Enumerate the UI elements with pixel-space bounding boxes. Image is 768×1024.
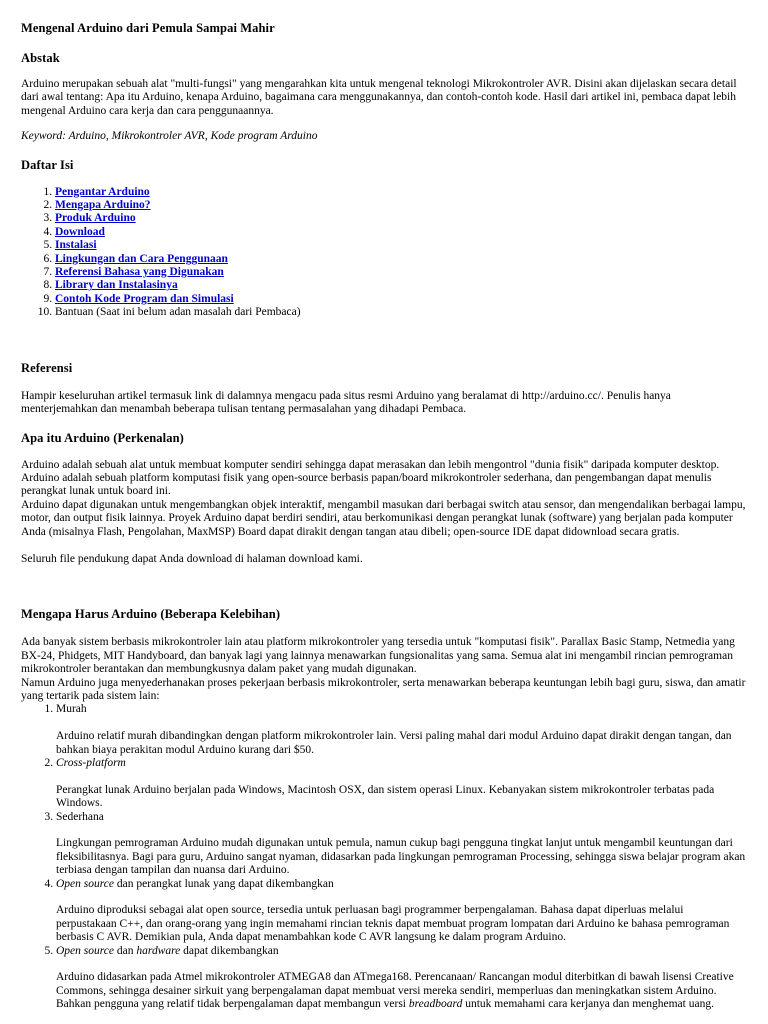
advantage-title-mid: dan xyxy=(114,944,137,957)
toc-link-pengantar[interactable]: Pengantar Arduino xyxy=(55,185,150,198)
document-title: Mengenal Arduino dari Pemula Sampai Mahir xyxy=(21,21,275,35)
advantage-title-italic: Open source xyxy=(56,944,115,957)
toc-item-bantuan: 10. Bantuan (Saat ini belum adan masalah dari Pembaca) xyxy=(55,306,746,319)
advantage-item xyxy=(56,811,746,878)
toc-link-contoh-kode[interactable]: Contoh Kode Program dan Simulasi xyxy=(55,292,234,305)
advantage-desc-italic: breadboard xyxy=(408,998,463,1011)
advantage-title-italic-2: hardware xyxy=(136,944,181,957)
toc-item xyxy=(55,199,746,212)
advantage-desc: Perangkat lunak Arduino berjalan pada Windows, Macintosh OSX, dan sistem operasi Linux. Kebanyakan sistem mikrokontroler terbatas pada Windows. xyxy=(56,783,715,810)
toc-item xyxy=(55,212,746,225)
toc-link-instalasi[interactable]: Instalasi xyxy=(55,239,97,252)
advantage-title-rest: dan perangkat lunak yang dapat dikembangkan xyxy=(114,877,334,890)
advantage-desc xyxy=(56,971,746,1011)
advantage-item xyxy=(56,878,746,945)
apa-itu-p1: Arduino adalah sebuah alat untuk membuat komputer sendiri sehingga dapat merasakan dan lebih mengontrol "dunia fisik" daripada komputer desktop. Arduino adalah sebuah platform komputasi fisik yang open-source berbasis papan/board mikrokontroler sederhana, dan pengembangan dapat menulis perangkat lunak untuk board ini. xyxy=(21,458,720,498)
toc-item xyxy=(55,279,746,292)
toc-item xyxy=(55,253,746,266)
referensi-text: Hampir keseluruhan artikel termasuk link di dalamnya mengacu pada situs resmi Arduino yang beralamat di http://arduino.cc/. Penulis hanya menterjemahkan dan menambah beberapa tulisan tentang permasalahan yang dihadapi Pembaca. xyxy=(21,389,671,416)
advantage-desc-part-b: untuk memahami cara kerjanya dan menghemat uang. xyxy=(462,998,714,1011)
keywords: Keyword: Arduino, Mikrokontroler AVR, Kode program Arduino xyxy=(21,130,318,143)
advantage-desc: Arduino diproduksi sebagai alat open source, tersedia untuk perluasan bagi programmer berpengalaman. Bahasa dapat diperluas melalui perpustakaan C++, dan orang-orang yang ingin memahami rincian teknis dapat membuat program lompatan dari Arduino ke bahasa pemrograman berbasis C AVR. Demikian pula, Anda dapat menambahkan kode C AVR langsung ke dalam program Arduino. xyxy=(56,904,730,944)
toc-item xyxy=(55,266,746,279)
toc-link-download[interactable]: Download xyxy=(55,225,105,238)
advantage-item xyxy=(56,945,746,1012)
abstract-text: Arduino merupakan sebuah alat "multi-fungsi" yang mengarahkan kita untuk mengenal teknologi Mikrokontroler AVR. Disini akan dijelaskan secara detail dari awal tentang: Apa itu Arduino, kenapa Arduino, bagaimana cara menggunakannya, dan contoh-contoh kode. Hasil dari artikel ini, pembaca dapat lebih mengenal Arduino cara kerja dan cara penggunaannya. xyxy=(21,78,737,117)
toc-item xyxy=(55,226,746,239)
toc-item xyxy=(55,186,746,199)
toc-link-library[interactable]: Library dan Instalasinya xyxy=(55,279,178,292)
advantage-title: 1. Murah xyxy=(56,703,87,716)
toc-link-produk[interactable]: Produk Arduino xyxy=(55,212,136,225)
mengapa-p2: Namun Arduino juga menyederhanakan proses pekerjaan berbasis mikrokontroler, serta menawarkan beberapa keuntungan lebih bagi guru, siswa, dan amatir yang tertarik pada sistem lain: xyxy=(21,676,746,702)
abstract-heading: Abstak xyxy=(21,51,60,65)
apa-itu-p3: Seluruh file pendukung dapat Anda download di halaman download kami. xyxy=(21,552,363,565)
apa-itu-heading: Apa itu Arduino (Perkenalan) xyxy=(21,430,184,445)
referensi-heading: Referensi xyxy=(21,360,73,375)
advantage-desc: Arduino relatif murah dibandingkan dengan platform mikrokontroler lain. Versi paling mahal dari modul Arduino dapat dirakit dengan tangan, dan bahkan biaya perakitan modul Arduino kurang dari $50. xyxy=(56,730,732,756)
advantage-desc-part-a: Arduino didasarkan pada Atmel mikrokontroler ATMEGA8 dan ATmega168. Perencanaan/ Rancangan modul diterbitkan di bawah lisensi Creative Commons, sehingga desainer sirkuit yang berpengalaman dapat membuat versi mereka sendiri, memperluas dan meningkatkan sistem Arduino. Bahkan pengguna yang relatif tidak berpengalaman dapat membangun versi xyxy=(56,971,734,1011)
toc-link-referensi-bahasa[interactable]: Referensi Bahasa yang Digunakan xyxy=(55,266,224,279)
document xyxy=(21,21,746,1012)
advantage-title-rest: dapat dikembangkan xyxy=(180,944,279,957)
toc-link-mengapa[interactable]: Mengapa Arduino? xyxy=(55,199,151,212)
advantage-title: 2. Cross-platform xyxy=(56,756,126,769)
advantage-item xyxy=(56,703,746,757)
advantage-title xyxy=(56,878,746,891)
advantage-title: 3. Sederhana xyxy=(56,810,104,823)
toc-heading: Daftar Isi xyxy=(21,157,74,172)
toc-link-lingkungan[interactable]: Lingkungan dan Cara Penggunaan xyxy=(55,252,228,265)
apa-itu-p2: Arduino dapat digunakan untuk mengembangkan objek interaktif, mengambil masukan dari berbagai switch atau sensor, dan mengendalikan berbagai lampu, motor, dan output fisik lainnya. Proyek Arduino dapat berdiri sendiri, atau berkomunikasi dengan perangkat lunak (software) yang berjalan pada komputer Anda (misalnya Flash, Pengolahan, MaxMSP) Board dapat dirakit dengan tangan atau dibeli; open-source IDE dapat didownload secara gratis. xyxy=(21,498,746,538)
toc-item xyxy=(55,293,746,306)
toc-list xyxy=(21,186,746,320)
mengapa-p1: Ada banyak sistem berbasis mikrokontroler lain atau platform mikrokontroler yang tersedia untuk "komputasi fisik". Parallax Basic Stamp, Netmedia yang BX-24, Phidgets, MIT Handyboard, dan banyak lagi yang lainnya menawarkan fungsionalitas yang sama. Semua alat ini mengambil rincian pemrograman mikrokontroler berantakan dan membungkusnya dalam paket yang mudah digunakan. xyxy=(21,636,735,676)
advantage-title xyxy=(56,945,746,958)
advantages-list xyxy=(21,703,746,1011)
advantage-item xyxy=(56,757,746,811)
advantage-title-italic: Open source xyxy=(56,877,115,890)
toc-item xyxy=(55,239,746,252)
advantage-desc: Lingkungan pemrograman Arduino mudah digunakan untuk pemula, namun cukup bagi pengguna tingkat lanjut untuk mengambil keuntungan dari fleksibilitasnya. Bagi para guru, Arduino sangat nyaman, didasarkan pada lingkungan pemrograman Processing, sehingga siswa belajar program akan terbiasa dengan tampilan dan nuansa dari Arduino. xyxy=(56,837,746,877)
mengapa-heading: Mengapa Harus Arduino (Beberapa Kelebihan) xyxy=(21,607,281,622)
